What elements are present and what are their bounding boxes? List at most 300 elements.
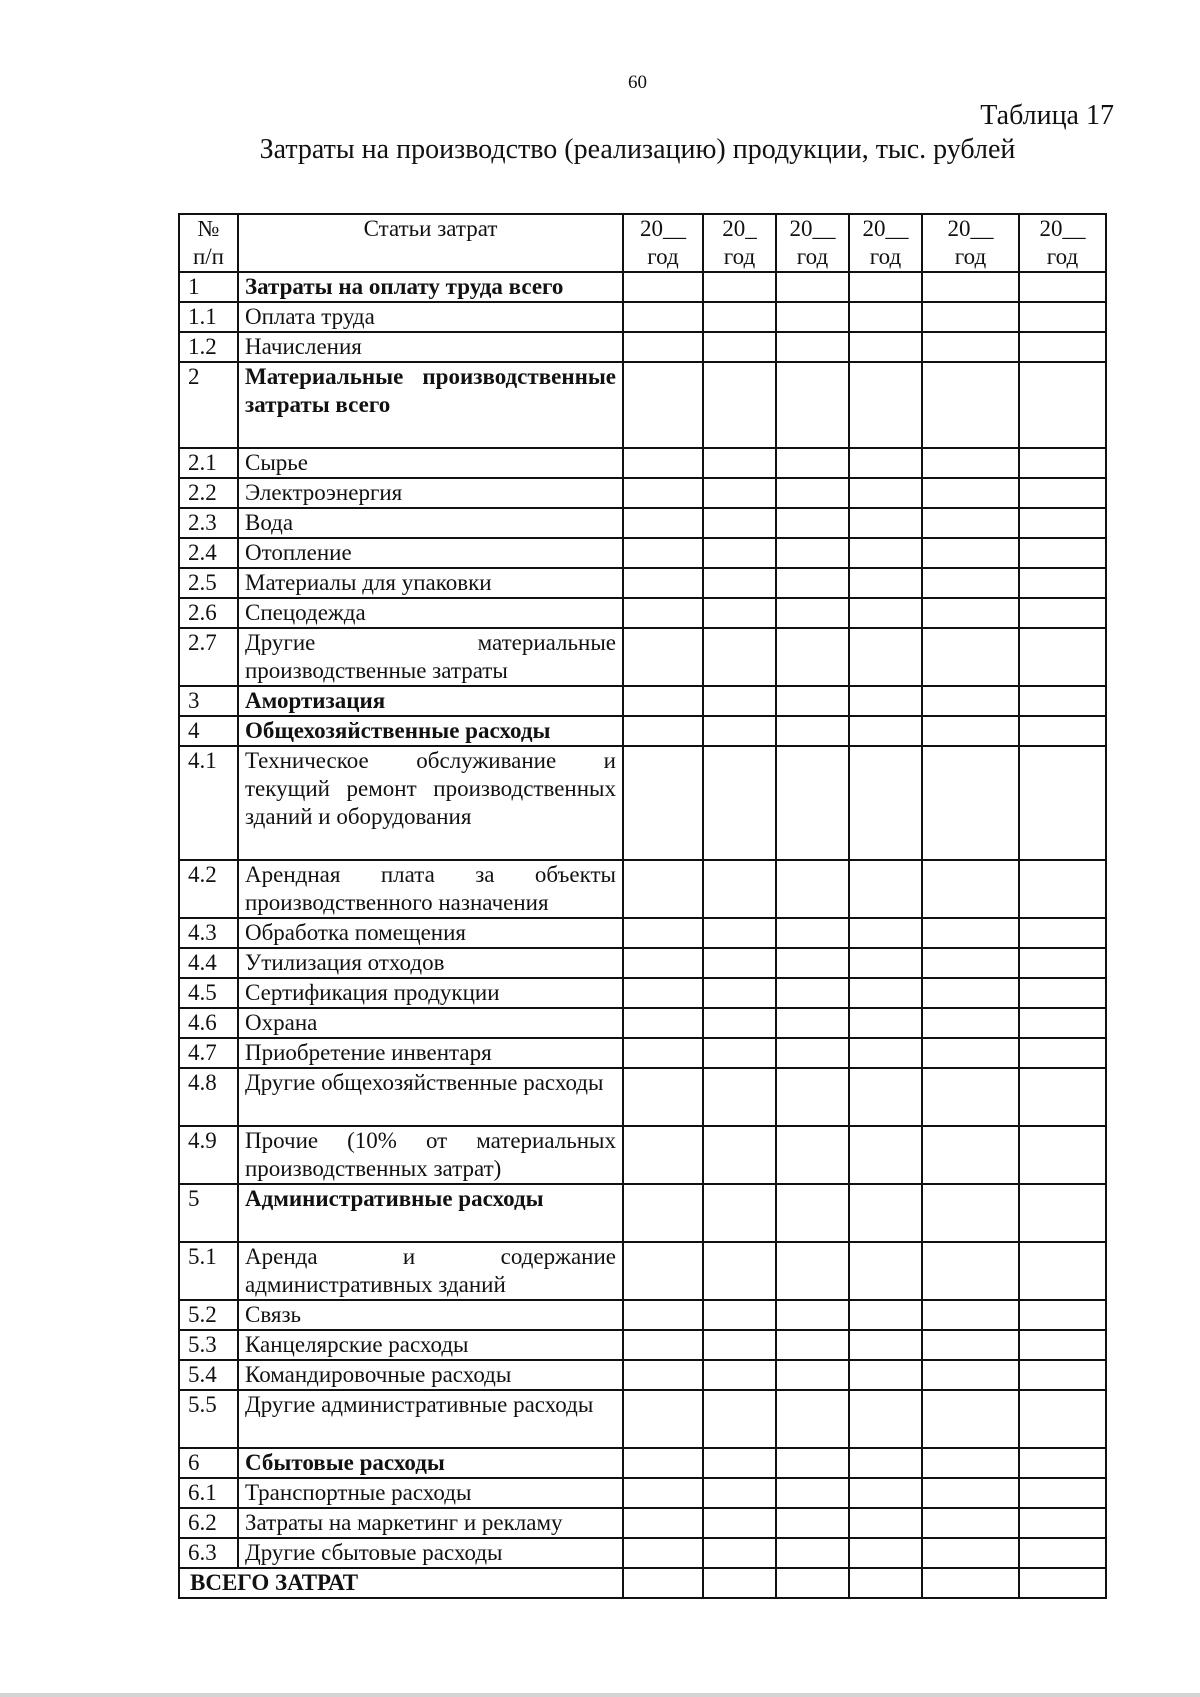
value-cell-year-4[interactable] xyxy=(849,1538,922,1568)
value-cell-year-4[interactable] xyxy=(849,332,922,362)
value-cell-year-1[interactable] xyxy=(623,508,703,538)
header-item: Статьи затрат xyxy=(238,214,623,272)
value-cell-year-1[interactable] xyxy=(623,628,703,686)
table-row xyxy=(179,686,1106,716)
value-cell-year-3[interactable] xyxy=(776,978,849,1008)
row-number: 1.1 xyxy=(179,302,238,332)
table-row xyxy=(179,860,1106,918)
value-cell-year-3[interactable] xyxy=(776,1068,849,1126)
value-cell-year-3[interactable] xyxy=(776,686,849,716)
cost-item-name: Оплата труда xyxy=(238,302,623,332)
value-cell-year-4[interactable] xyxy=(849,1068,922,1126)
row-number: 2.2 xyxy=(179,478,238,508)
cost-item-name: Другие сбытовые расходы xyxy=(238,1538,623,1568)
cost-item-name: Сырье xyxy=(238,448,623,478)
total-cell-year-3[interactable] xyxy=(776,1568,849,1598)
value-cell-year-3[interactable] xyxy=(776,598,849,628)
row-number: 4.4 xyxy=(179,948,238,978)
total-cell-year-1[interactable] xyxy=(623,1568,703,1598)
header-year-1-unit: год xyxy=(647,244,679,269)
value-cell-year-5[interactable] xyxy=(922,272,1019,302)
value-cell-year-1[interactable] xyxy=(623,1538,703,1568)
value-cell-year-6[interactable] xyxy=(1019,1390,1106,1448)
value-cell-year-2[interactable] xyxy=(703,1390,776,1448)
row-number: 5.4 xyxy=(179,1360,238,1390)
value-cell-year-2[interactable] xyxy=(703,598,776,628)
total-cell-year-6[interactable] xyxy=(1019,1568,1106,1598)
value-cell-year-2[interactable] xyxy=(703,1242,776,1300)
table-row xyxy=(179,478,1106,508)
value-cell-year-3[interactable] xyxy=(776,1538,849,1568)
total-cell-year-4[interactable] xyxy=(849,1568,922,1598)
value-cell-year-6[interactable] xyxy=(1019,538,1106,568)
value-cell-year-6[interactable] xyxy=(1019,978,1106,1008)
row-number: 2.7 xyxy=(179,628,238,686)
value-cell-year-3[interactable] xyxy=(776,1390,849,1448)
row-number: 4.3 xyxy=(179,918,238,948)
table-row xyxy=(179,1508,1106,1538)
value-cell-year-2[interactable] xyxy=(703,860,776,918)
value-cell-year-3[interactable] xyxy=(776,746,849,860)
value-cell-year-2[interactable] xyxy=(703,508,776,538)
value-cell-year-5[interactable] xyxy=(922,1478,1019,1508)
value-cell-year-2[interactable] xyxy=(703,362,776,448)
value-cell-year-4[interactable] xyxy=(849,1330,922,1360)
value-cell-year-5[interactable] xyxy=(922,948,1019,978)
value-cell-year-5[interactable] xyxy=(922,1538,1019,1568)
row-number: 4.5 xyxy=(179,978,238,1008)
cost-item-name: Другие административные расходы xyxy=(238,1390,623,1448)
table-row xyxy=(179,1242,1106,1300)
value-cell-year-6[interactable] xyxy=(1019,362,1106,448)
header-year-3-value: 20__ xyxy=(789,216,836,241)
value-cell-year-5[interactable] xyxy=(922,1068,1019,1126)
cost-item-name: Транспортные расходы xyxy=(238,1478,623,1508)
cost-item-name: Общехозяйственные расходы xyxy=(238,716,623,746)
value-cell-year-3[interactable] xyxy=(776,1126,849,1184)
header-year-1 xyxy=(623,214,703,272)
value-cell-year-6[interactable] xyxy=(1019,918,1106,948)
value-cell-year-2[interactable] xyxy=(703,1038,776,1068)
value-cell-year-6[interactable] xyxy=(1019,746,1106,860)
value-cell-year-1[interactable] xyxy=(623,1300,703,1330)
value-cell-year-4[interactable] xyxy=(849,568,922,598)
cost-item-name: Утилизация отходов xyxy=(238,948,623,978)
value-cell-year-5[interactable] xyxy=(922,478,1019,508)
value-cell-year-5[interactable] xyxy=(922,1184,1019,1242)
value-cell-year-2[interactable] xyxy=(703,478,776,508)
header-year-2-unit: год xyxy=(723,244,756,269)
value-cell-year-6[interactable] xyxy=(1019,1478,1106,1508)
value-cell-year-5[interactable] xyxy=(922,1242,1019,1300)
value-cell-year-2[interactable] xyxy=(703,918,776,948)
value-cell-year-2[interactable] xyxy=(703,1300,776,1330)
header-year-2-value: 20_ xyxy=(722,216,757,241)
table-row xyxy=(179,1038,1106,1068)
value-cell-year-3[interactable] xyxy=(776,508,849,538)
value-cell-year-1[interactable] xyxy=(623,686,703,716)
cost-item-name: Начисления xyxy=(238,332,623,362)
table-row xyxy=(179,568,1106,598)
value-cell-year-4[interactable] xyxy=(849,1038,922,1068)
value-cell-year-6[interactable] xyxy=(1019,686,1106,716)
value-cell-year-4[interactable] xyxy=(849,1390,922,1448)
row-number: 2.1 xyxy=(179,448,238,478)
total-row xyxy=(179,1568,1106,1598)
cost-item-name: Затраты на маркетинг и рекламу xyxy=(238,1508,623,1538)
value-cell-year-4[interactable] xyxy=(849,598,922,628)
cost-item-name: Командировочные расходы xyxy=(238,1360,623,1390)
cost-item-name: Материалы для упаковки xyxy=(238,568,623,598)
table-row xyxy=(179,1360,1106,1390)
value-cell-year-4[interactable] xyxy=(849,978,922,1008)
value-cell-year-4[interactable] xyxy=(849,948,922,978)
value-cell-year-4[interactable] xyxy=(849,1478,922,1508)
value-cell-year-5[interactable] xyxy=(922,568,1019,598)
value-cell-year-5[interactable] xyxy=(922,978,1019,1008)
value-cell-year-4[interactable] xyxy=(849,1448,922,1478)
value-cell-year-5[interactable] xyxy=(922,746,1019,860)
header-num-line2: п/п xyxy=(192,244,224,269)
value-cell-year-5[interactable] xyxy=(922,448,1019,478)
row-number: 5 xyxy=(179,1184,238,1242)
header-year-3 xyxy=(776,214,849,272)
value-cell-year-1[interactable] xyxy=(623,1448,703,1478)
row-number: 4.9 xyxy=(179,1126,238,1184)
value-cell-year-2[interactable] xyxy=(703,628,776,686)
row-number: 6.3 xyxy=(179,1538,238,1568)
value-cell-year-1[interactable] xyxy=(623,1184,703,1242)
value-cell-year-6[interactable] xyxy=(1019,1448,1106,1478)
value-cell-year-4[interactable] xyxy=(849,448,922,478)
row-number: 2 xyxy=(179,362,238,448)
cost-item-name: Другие общехозяйственные расходы xyxy=(238,1068,623,1126)
value-cell-year-1[interactable] xyxy=(623,478,703,508)
value-cell-year-1[interactable] xyxy=(623,1242,703,1300)
value-cell-year-4[interactable] xyxy=(849,1242,922,1300)
value-cell-year-2[interactable] xyxy=(703,1330,776,1360)
value-cell-year-3[interactable] xyxy=(776,568,849,598)
row-number: 2.5 xyxy=(179,568,238,598)
table-row xyxy=(179,716,1106,746)
value-cell-year-6[interactable] xyxy=(1019,302,1106,332)
value-cell-year-6[interactable] xyxy=(1019,1008,1106,1038)
table-row xyxy=(179,918,1106,948)
row-number: 5.1 xyxy=(179,1242,238,1300)
value-cell-year-2[interactable] xyxy=(703,1508,776,1538)
value-cell-year-5[interactable] xyxy=(922,1508,1019,1538)
table-row xyxy=(179,1068,1106,1126)
value-cell-year-2[interactable] xyxy=(703,1478,776,1508)
value-cell-year-6[interactable] xyxy=(1019,860,1106,918)
value-cell-year-4[interactable] xyxy=(849,1184,922,1242)
value-cell-year-6[interactable] xyxy=(1019,1300,1106,1330)
cost-item-name: Административные расходы xyxy=(238,1184,623,1242)
value-cell-year-5[interactable] xyxy=(922,1126,1019,1184)
header-year-3-unit: год xyxy=(796,244,829,269)
value-cell-year-6[interactable] xyxy=(1019,948,1106,978)
cost-table xyxy=(178,213,1107,1599)
table-row xyxy=(179,448,1106,478)
value-cell-year-2[interactable] xyxy=(703,746,776,860)
value-cell-year-3[interactable] xyxy=(776,1184,849,1242)
total-cell-year-2[interactable] xyxy=(703,1568,776,1598)
cost-item-name: Приобретение инвентаря xyxy=(238,1038,623,1068)
value-cell-year-1[interactable] xyxy=(623,448,703,478)
value-cell-year-4[interactable] xyxy=(849,746,922,860)
value-cell-year-1[interactable] xyxy=(623,332,703,362)
value-cell-year-3[interactable] xyxy=(776,272,849,302)
value-cell-year-4[interactable] xyxy=(849,508,922,538)
value-cell-year-2[interactable] xyxy=(703,948,776,978)
value-cell-year-2[interactable] xyxy=(703,568,776,598)
value-cell-year-1[interactable] xyxy=(623,860,703,918)
value-cell-year-5[interactable] xyxy=(922,1008,1019,1038)
value-cell-year-2[interactable] xyxy=(703,1360,776,1390)
value-cell-year-4[interactable] xyxy=(849,1508,922,1538)
value-cell-year-3[interactable] xyxy=(776,1330,849,1360)
value-cell-year-6[interactable] xyxy=(1019,568,1106,598)
value-cell-year-1[interactable] xyxy=(623,1008,703,1038)
value-cell-year-1[interactable] xyxy=(623,272,703,302)
value-cell-year-4[interactable] xyxy=(849,362,922,448)
row-number: 6 xyxy=(179,1448,238,1478)
cost-item-name: Спецодежда xyxy=(238,598,623,628)
table-row xyxy=(179,948,1106,978)
value-cell-year-1[interactable] xyxy=(623,538,703,568)
value-cell-year-6[interactable] xyxy=(1019,1538,1106,1568)
value-cell-year-5[interactable] xyxy=(922,598,1019,628)
row-number: 4.2 xyxy=(179,860,238,918)
value-cell-year-5[interactable] xyxy=(922,716,1019,746)
value-cell-year-6[interactable] xyxy=(1019,1508,1106,1538)
value-cell-year-5[interactable] xyxy=(922,362,1019,448)
cost-item-name: Аренда и содержание административных зданий xyxy=(238,1242,623,1300)
table-row xyxy=(179,746,1106,860)
value-cell-year-5[interactable] xyxy=(922,1390,1019,1448)
value-cell-year-5[interactable] xyxy=(922,918,1019,948)
cost-item-name: Материальные производственные затраты всего xyxy=(238,362,623,448)
value-cell-year-3[interactable] xyxy=(776,332,849,362)
header-year-4 xyxy=(849,214,922,272)
value-cell-year-5[interactable] xyxy=(922,332,1019,362)
value-cell-year-2[interactable] xyxy=(703,716,776,746)
table-row xyxy=(179,1330,1106,1360)
value-cell-year-5[interactable] xyxy=(922,1330,1019,1360)
value-cell-year-3[interactable] xyxy=(776,1242,849,1300)
value-cell-year-5[interactable] xyxy=(922,686,1019,716)
total-cell-year-5[interactable] xyxy=(922,1568,1019,1598)
header-year-5-unit: год xyxy=(954,244,987,269)
value-cell-year-1[interactable] xyxy=(623,1390,703,1448)
value-cell-year-4[interactable] xyxy=(849,686,922,716)
value-cell-year-3[interactable] xyxy=(776,948,849,978)
value-cell-year-4[interactable] xyxy=(849,1360,922,1390)
value-cell-year-1[interactable] xyxy=(623,1330,703,1360)
value-cell-year-3[interactable] xyxy=(776,302,849,332)
value-cell-year-1[interactable] xyxy=(623,918,703,948)
value-cell-year-1[interactable] xyxy=(623,746,703,860)
value-cell-year-2[interactable] xyxy=(703,1008,776,1038)
value-cell-year-3[interactable] xyxy=(776,1478,849,1508)
table-row xyxy=(179,1538,1106,1568)
row-number: 4.6 xyxy=(179,1008,238,1038)
value-cell-year-3[interactable] xyxy=(776,1360,849,1390)
row-number: 2.3 xyxy=(179,508,238,538)
value-cell-year-1[interactable] xyxy=(623,1508,703,1538)
value-cell-year-2[interactable] xyxy=(703,272,776,302)
row-number: 4.1 xyxy=(179,746,238,860)
cost-item-name: Электроэнергия xyxy=(238,478,623,508)
value-cell-year-4[interactable] xyxy=(849,860,922,918)
value-cell-year-1[interactable] xyxy=(623,302,703,332)
row-number: 5.2 xyxy=(179,1300,238,1330)
header-year-5-value: 20__ xyxy=(947,216,994,241)
value-cell-year-4[interactable] xyxy=(849,716,922,746)
cost-item-name: Охрана xyxy=(238,1008,623,1038)
value-cell-year-2[interactable] xyxy=(703,978,776,1008)
table-row xyxy=(179,362,1106,448)
value-cell-year-5[interactable] xyxy=(922,1360,1019,1390)
value-cell-year-2[interactable] xyxy=(703,448,776,478)
value-cell-year-6[interactable] xyxy=(1019,1038,1106,1068)
value-cell-year-4[interactable] xyxy=(849,538,922,568)
value-cell-year-1[interactable] xyxy=(623,1038,703,1068)
cost-item-name: Прочие (10% от материальных производственных затрат) xyxy=(238,1126,623,1184)
header-year-4-unit: год xyxy=(869,244,902,269)
value-cell-year-5[interactable] xyxy=(922,628,1019,686)
value-cell-year-1[interactable] xyxy=(623,1360,703,1390)
cost-item-name: Затраты на оплату труда всего xyxy=(238,272,623,302)
total-label: ВСЕГО ЗАТРАТ xyxy=(179,1568,623,1598)
value-cell-year-3[interactable] xyxy=(776,860,849,918)
value-cell-year-1[interactable] xyxy=(623,948,703,978)
value-cell-year-5[interactable] xyxy=(922,1448,1019,1478)
value-cell-year-4[interactable] xyxy=(849,1126,922,1184)
value-cell-year-6[interactable] xyxy=(1019,1330,1106,1360)
table-row xyxy=(179,1184,1106,1242)
value-cell-year-6[interactable] xyxy=(1019,508,1106,538)
value-cell-year-6[interactable] xyxy=(1019,1184,1106,1242)
value-cell-year-3[interactable] xyxy=(776,478,849,508)
header-year-5 xyxy=(922,214,1019,272)
cost-item-name: Отопление xyxy=(238,538,623,568)
table-row xyxy=(179,272,1106,302)
cost-item-name: Сбытовые расходы xyxy=(238,1448,623,1478)
value-cell-year-2[interactable] xyxy=(703,1538,776,1568)
value-cell-year-3[interactable] xyxy=(776,628,849,686)
value-cell-year-3[interactable] xyxy=(776,1008,849,1038)
value-cell-year-1[interactable] xyxy=(623,1068,703,1126)
header-year-2 xyxy=(703,214,776,272)
value-cell-year-3[interactable] xyxy=(776,1508,849,1538)
value-cell-year-3[interactable] xyxy=(776,918,849,948)
table-row xyxy=(179,332,1106,362)
value-cell-year-2[interactable] xyxy=(703,1068,776,1126)
value-cell-year-1[interactable] xyxy=(623,1478,703,1508)
row-number: 2.4 xyxy=(179,538,238,568)
value-cell-year-3[interactable] xyxy=(776,1448,849,1478)
row-number: 5.3 xyxy=(179,1330,238,1360)
value-cell-year-6[interactable] xyxy=(1019,716,1106,746)
value-cell-year-4[interactable] xyxy=(849,628,922,686)
value-cell-year-4[interactable] xyxy=(849,302,922,332)
value-cell-year-1[interactable] xyxy=(623,1126,703,1184)
row-number: 4.8 xyxy=(179,1068,238,1126)
value-cell-year-2[interactable] xyxy=(703,1126,776,1184)
value-cell-year-6[interactable] xyxy=(1019,1126,1106,1184)
table-body xyxy=(179,272,1106,1598)
value-cell-year-6[interactable] xyxy=(1019,448,1106,478)
value-cell-year-4[interactable] xyxy=(849,272,922,302)
value-cell-year-5[interactable] xyxy=(922,302,1019,332)
value-cell-year-1[interactable] xyxy=(623,978,703,1008)
value-cell-year-5[interactable] xyxy=(922,508,1019,538)
value-cell-year-4[interactable] xyxy=(849,918,922,948)
value-cell-year-1[interactable] xyxy=(623,716,703,746)
value-cell-year-6[interactable] xyxy=(1019,1360,1106,1390)
value-cell-year-6[interactable] xyxy=(1019,598,1106,628)
value-cell-year-1[interactable] xyxy=(623,598,703,628)
header-year-1-value: 20__ xyxy=(640,216,686,241)
row-number: 6.1 xyxy=(179,1478,238,1508)
value-cell-year-6[interactable] xyxy=(1019,628,1106,686)
table-row xyxy=(179,978,1106,1008)
value-cell-year-3[interactable] xyxy=(776,1300,849,1330)
value-cell-year-5[interactable] xyxy=(922,538,1019,568)
value-cell-year-2[interactable] xyxy=(703,332,776,362)
table-row xyxy=(179,1126,1106,1184)
table-row xyxy=(179,302,1106,332)
row-number: 6.2 xyxy=(179,1508,238,1538)
value-cell-year-2[interactable] xyxy=(703,538,776,568)
value-cell-year-2[interactable] xyxy=(703,302,776,332)
value-cell-year-3[interactable] xyxy=(776,1038,849,1068)
value-cell-year-2[interactable] xyxy=(703,1184,776,1242)
value-cell-year-5[interactable] xyxy=(922,1038,1019,1068)
value-cell-year-4[interactable] xyxy=(849,478,922,508)
value-cell-year-3[interactable] xyxy=(776,448,849,478)
row-number: 1 xyxy=(179,272,238,302)
document-title: Затраты на производство (реализацию) продукции, тыс. рублей xyxy=(259,134,1016,165)
row-number: 3 xyxy=(179,686,238,716)
row-number: 5.5 xyxy=(179,1390,238,1448)
cost-item-name: Связь xyxy=(238,1300,623,1330)
value-cell-year-3[interactable] xyxy=(776,538,849,568)
value-cell-year-1[interactable] xyxy=(623,568,703,598)
value-cell-year-3[interactable] xyxy=(776,362,849,448)
value-cell-year-1[interactable] xyxy=(623,362,703,448)
header-row xyxy=(179,214,1106,272)
value-cell-year-2[interactable] xyxy=(703,1448,776,1478)
cost-item-name: Вода xyxy=(238,508,623,538)
value-cell-year-2[interactable] xyxy=(703,686,776,716)
value-cell-year-6[interactable] xyxy=(1019,1242,1106,1300)
value-cell-year-6[interactable] xyxy=(1019,272,1106,302)
cost-item-name: Сертификация продукции xyxy=(238,978,623,1008)
cost-item-name: Арендная плата за объекты производственного назначения xyxy=(238,860,623,918)
table-row xyxy=(179,1300,1106,1330)
header-year-6-value: 20__ xyxy=(1039,216,1086,241)
value-cell-year-6[interactable] xyxy=(1019,1068,1106,1126)
value-cell-year-3[interactable] xyxy=(776,716,849,746)
value-cell-year-5[interactable] xyxy=(922,1300,1019,1330)
value-cell-year-5[interactable] xyxy=(922,860,1019,918)
value-cell-year-4[interactable] xyxy=(849,1008,922,1038)
value-cell-year-6[interactable] xyxy=(1019,478,1106,508)
value-cell-year-6[interactable] xyxy=(1019,332,1106,362)
value-cell-year-4[interactable] xyxy=(849,1300,922,1330)
